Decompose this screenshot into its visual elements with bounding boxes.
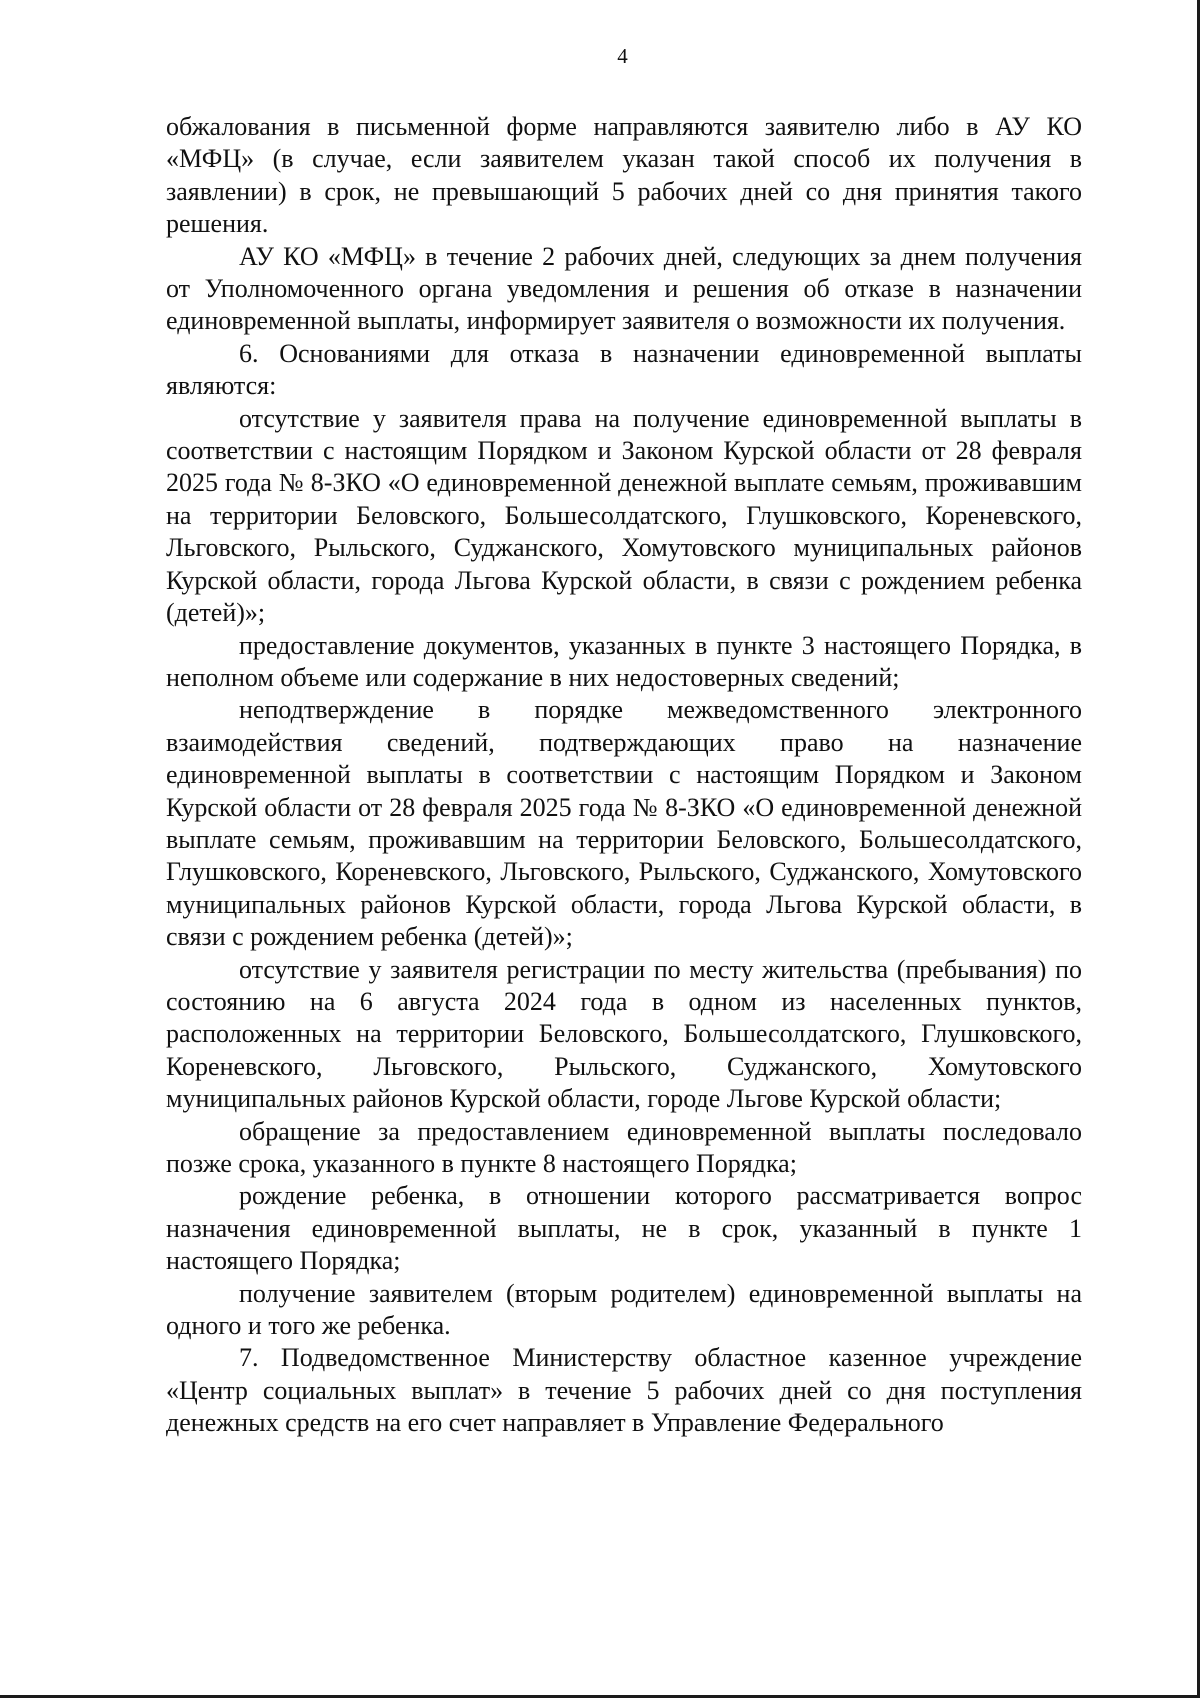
- paragraph-appeal-result: обжалования в письменной форме направляются заявителю либо в АУ КО «МФЦ» (в случае, если заявителем указан такой способ их получения в заявлении) в срок, не превышающий 5 рабочих дней со дня принятия такого решения.: [166, 112, 1082, 239]
- paragraph-ground-incomplete-documents: предоставление документов, указанных в пункте 3 настоящего Порядка, в неполном объеме или содержание в них недостоверных сведений;: [166, 630, 1082, 692]
- paragraph-ground-late-application: обращение за предоставлением единовременной выплаты последовало позже срока, указанного в пункте 8 настоящего Порядка;: [166, 1116, 1082, 1178]
- paragraph-ground-not-confirmed: неподтверждение в порядке межведомственного электронного взаимодействия сведений, подтверждающих право на назначение единовременной выплаты в соответствии с настоящим Порядком и Законом Курской области от 28 февраля 2025 года № 8-ЗКО «О единовременной денежной выплате семьям, проживавшим на территории Беловского, Большесолдатского, Глушковского, Кореневского, Льговского, Рыльского, Суджанского, Хомутовского муниципальных районов Курской области, города Льгова Курской области, в связи с рождением ребенка (детей)»;: [166, 695, 1082, 952]
- paragraph-social-payments-center: 7. Подведомственное Министерству областное казенное учреждение «Центр социальных выплат» в течение 5 рабочих дней со дня поступления денежных средств на его счет направляет в Управление Федерального: [166, 1343, 1082, 1438]
- paragraph-ground-second-parent: получение заявителем (вторым родителем) единовременной выплаты на одного и того же ребенка.: [166, 1278, 1082, 1341]
- page-number: 4: [617, 44, 628, 68]
- paragraph-ground-no-right: отсутствие у заявителя права на получение единовременной выплаты в соответствии с настоящим Порядком и Законом Курской области от 28 февраля 2025 года № 8-ЗКО «О единовременной денежной выплате семьям, проживавшим на территории Беловского, Большесолдатского, Глушковского, Кореневского, Льговского, Рыльского, Суджанского, Хомутовского муниципальных районов Курской области, города Льгова Курской области, в связи с рождением ребенка (детей)»;: [166, 403, 1082, 628]
- paragraph-refusal-grounds-heading: 6. Основаниями для отказа в назначении единовременной выплаты являются:: [166, 338, 1082, 401]
- document-body: [166, 111, 1082, 1440]
- paragraph-mfc-informs: АУ КО «МФЦ» в течение 2 рабочих дней, следующих за днем получения от Уполномоченного органа уведомления и решения об отказе в назначении единовременной выплаты, информирует заявителя о возможности их получения.: [166, 241, 1082, 336]
- paragraph-ground-birth-date: рождение ребенка, в отношении которого рассматривается вопрос назначения единовременной выплаты, не в срок, указанный в пункте 1 настоящего Порядка;: [166, 1181, 1082, 1276]
- paragraph-ground-no-registration: отсутствие у заявителя регистрации по месту жительства (пребывания) по состоянию на 6 августа 2024 года в одном из населенных пунктов, расположенных на территории Беловского, Большесолдатского, Глушковского, Кореневского, Льговского, Рыльского, Суджанского, Хомутовского муниципальных районов Курской области, городе Льгове Курской области;: [166, 954, 1082, 1114]
